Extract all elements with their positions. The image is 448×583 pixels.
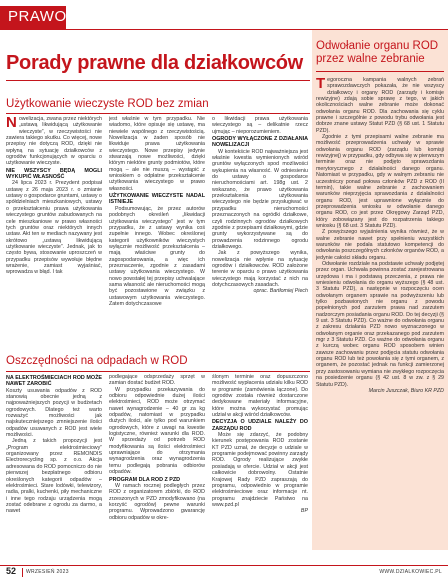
paragraph: Zgodnie z tymi przepisami walne zebranie ma możliwość przeprowadzenia uchwały w sprawie odwołania organu ROD (zarządu lub komisji rewizyjnej) w przypadku, gdy odbywa się w pierwszym terminie oraz nie podjęto sprawozdania merytorycznego z działalności danego organu. Natomiast w przypadku, gdy w walnym zebraniu nie uczestniczy ponad połowa członków PZD z ROD (II termin), takie walne zebranie z zachowaniem warunków nieprzyjęcia sprawozdania z działalności organu ROD, jest uprawnione wyłącznie do przeprowadzenia wniosku w odwołanie danego organu ROD, co jest przez Okręgowy Zarząd PZD, który zobowiązany jest do rozpatrzenia takiego wniosku (§ 68 ust. 3 Statutu PZD). xyxy=(316,134,444,229)
subheading: OGRODY WYŁĄCZONE Z DZIAŁANIA NOWELIZACJI xyxy=(212,136,308,149)
article3-title: Odwołanie organu ROD przez walne zebranie xyxy=(316,40,439,65)
paragraph: Jak z powyższego wynika, nowelizacja nie wpłynie na sytuację ogrodów i działkowców. ROD założone terenie w oparciu o prawo użytkowania wieczystego mają korzystać z nich na dotychczasowych zasadach. xyxy=(212,250,308,288)
author-signature: oprac. Bartłomiej Piech xyxy=(253,288,308,295)
paragraph: Odwołanie rozdziale na podstawie uchwały podjętej przez organ. Uchwała powinna zostać zarejestrowana urzędowa i ma i podstawą przeczenia, z prawa nie wniesieniu odwołania do organu wyższego (§ 48 ust. 3 Statutu PZD), a następnie w rozpoczęciu ocen odwołanym organem sprawie na podwyższeniu lub tylko pozbawionych nie organu z powodu popełnionych pod zarzutem prawa nad zarzutem nadzorczym posiadania organu ROD. Do tej decyzji (§ 9 ust. 3 Statutu PZD). Co ważne do odwołania organu z zakresu działania PZD nowo wyznaczonego w odwołanym organie oraz przekazanego pod zarzutem mgr z 3 Statutu PZD. Co ważne do odwołania organu z kurczą wobec organu ROD sposobem winien zawsze zachowaniu przez podjęcia statutu odwołania organu ROD lub też powołania się z tymi organem, z organem, że pozostać jednak na funkcji zamierzonej przy zastosowaniu wymiana nie zwykłego rozpoczęcia na posiedzenie organu (§ 42 ust. 8 w zw. z § 29 Statutu PZD). xyxy=(316,260,444,388)
article2-rule xyxy=(6,371,310,372)
footer-separator xyxy=(22,568,23,577)
paragraph: Z powyższego wyjaśnienia wynika również, że w walne zebranie nawet przy spełnieniu wszystkich warunków nie podała statutowo kompetencji do odwołania poszczególnych członków organów ROD, a jedynie całości składu organu. xyxy=(316,229,444,261)
paragraph: Koszty usuwania odpadów z ROD stanowią obecnie jedną z najpoważniejszych pozycji w budżetach ogrodowych. Dlatego też warto rozważyć możliwości jak najskuteczniejszego zmniejszenie ilości odpadów usuwanych z ROD jest wiele możliwości. xyxy=(6,387,102,439)
author-signature: BP xyxy=(300,508,308,515)
article2-title: Oszczędności na odpadach w ROD xyxy=(6,355,188,367)
paragraph: W przypadku przekazywania do odbioru odpowiednie dużej ilości elektrośmieci, ROD może otrzymać nawet wynagrodzenie – 40 gr za kg odpadów, natomiast w przypadku dużych ilości, ale tylko pod warunkiem ogrodowych, które z uwagi na kwestie logistyczne, również warunki dla ROD. W sprzedaży od potrzeb ROD modyfikowania są ilości elektrośmieci uprawniające do otrzymania wynagrodzenia oraz wynagrodzenia temu podlegają pobrania odbiorów odpadów. xyxy=(109,386,205,476)
paragraph: podlegające odsprzedaży sprzęt w zamian dostać budżet ROD. xyxy=(109,374,205,387)
website-link[interactable]: WWW.DZIALKOWIEC.PL xyxy=(379,569,442,575)
lead-text: egoroczna kampania walnych zebrań sprawozdawczych pokazała, że nie wszyscy działkowcy i organy ROD (zarządy i komisje rewizyjne) zdają sobie sprawę z tego, w jakich okolicznościach walne zebranie może dokonać odwołania organu ROD. Dla zachowania się cyklu prawne i szczególnie z powodu trybu odwołania jest dobrze znane ustawy Statut PZD (§ 68 ust. 1 Statutu PZD). xyxy=(316,77,444,134)
article1-column-3 xyxy=(212,116,308,350)
paragraph: 24 lipca 2023 r. Prezydent podpisał ustawę z 26 maja 2023 r. o zmianie ustawy o gospodarce gruntami, ustawy o spółdzielniach mieszkaniowych, ustawy o przekształceniu prawa użytkowania wieczystego gruntów zabudowanych na cele mieszkaniowe w prawo własności tych gruntów oraz niektórych innych ustaw. Akt ten w mediach nazywany jest skrótowo „ustawą likwidującą użytkowanie wieczyste”. Jednak, jak to często bywa, stosowanie uproszczeń w przypadku przepisów wywołuje błędne wrażenie, zamiast wyjaśniać, wprowadza w błąd. I tak xyxy=(6,180,102,276)
section-label: PRAWO xyxy=(8,8,67,25)
article3-rule xyxy=(316,71,444,72)
paragraph: W ramach rocznej podległych przez ROD z organizatorem zbiórki, do ROD zrzeszonych w PZD zmodyfikowano (na korzyść ogrodów) pewne warunki programu. Wprowadzono gwarancję odbioru odpadów w okre- xyxy=(109,482,205,521)
article2-column-1 xyxy=(6,374,102,562)
paragraph: jest właśnie w tym przypadku. Nie wiadomo, które opisuje się ustawę, ma niewiele wspólnego z rzeczywistością. Nowelizacja w żaden sposób nie likwiduje prawa użytkowania wieczystego. Nowe przepisy jedynie stwarzają nowe możliwości, dzięki którym niektóre grunty podmiotów, które mogą – ale nie muszą – wystąpić z wnioskiem o odpłatne przekształcenie użytkowania wieczystego w prawo własności. xyxy=(109,116,205,192)
subheading: NA ELEKTROŚMIECIACH ROD MOŻE NAWET ZAROBIĆ xyxy=(6,375,102,388)
paragraph: ślonym terminie oraz dopuszczono możliwość wypłacenia udziału kilku ROD w programie (zamówienia łączone). Do ogrodów została również dostarczone dedykowane materiały informacyjne, które można wykorzystać promując udział w akcji wśród działkowców. xyxy=(212,374,308,419)
article1-title: Użytkowanie wieczyste ROD bez zmian xyxy=(6,98,209,110)
issue-date: WRZESIEŃ 2023 xyxy=(26,569,69,575)
article2-column-2 xyxy=(109,374,205,562)
drop-cap: N xyxy=(6,116,17,131)
paragraph: Podsumowując, że przez autorów podobnych określeń „likwidacji użytkowania wieczystego” jest w tym przypadku, że z ustawy wynika coś zupełnie innego. Wobec określonej kategorii użytkowników wieczystych wyłącznie możliwość przekształcenia – mają właściwe grunty do zagospodarowania, a więc ich przeznaczenie, zgodnie z zasadami ustawy użytkowania wieczystego. W nowo powstałej tej przepisy uchwalające sama własność ale nieruchomości mogą być pozostawione w związku z ustawowym użytkowania wieczystego. Zatem dotychczasowe xyxy=(109,205,205,307)
paragraph: Jedną z takich propozycji jest „Program elektrośmieciowy” organizowany przez REMONDIS Electrorecycling sp. z o.o. Akcja adresowana do ROD pomocniczo do nie pierwszej bezpłatnego odbioru określonych kategorii odpadów – elektrośmieci. Stare lodówki, telewizory, radia, pralki, kuchenki, piły mechaniczne i inne tego rodzaju urządzenia mogą zostać odebrane z ogrodu za darmo, a nawet xyxy=(6,438,102,515)
lead-paragraph xyxy=(6,116,102,167)
article1-column-2 xyxy=(109,116,205,350)
article1-rule xyxy=(6,113,310,114)
subheading: UŻYTKOWANIE WIECZYSTE NADAL ISTNIEJE xyxy=(109,193,205,206)
footer-rule xyxy=(0,565,448,566)
author-signature: Marcin Juszczak, Biuro KR PZD xyxy=(368,387,444,394)
article3-body xyxy=(316,77,444,547)
lead-text: owelizacja, zwana przez niektórych „ustawą likwidującą użytkowanie wieczyste”, w rzeczywistości nie zawiera takiego skutku. Co więcej, nowe przepisy nie dotyczą ROD, dzięki nie wpłyną na sytuację działkowców z ogrodów funkcjonujących w oparciu o użytkowanie wieczyste. xyxy=(6,116,102,167)
article1-column-1 xyxy=(6,116,102,350)
subheading: NIE WSZYSCY BĘDĄ MOGLI WYKUPIĆ WŁASNOŚĆ xyxy=(6,167,102,181)
paragraph: o likwidacji prawa użytkowania wieczystego są – delikatnie rzecz ujmując – nieporozumieniem. xyxy=(212,116,308,135)
paragraph: Może się zdarzyć, że podobny kierunek postępowania ROD zostanie KT PZD uznał, że decyzje o udziale w programie podejmować powinny zarządy ROD. Ogrody realizujące zwykłe posiadają w ofercie. Udział w akcji jest całkowicie dobrowolny. Ostatnie Krajowej Rady PZD zapraszają do programu, odpowiednio w programie elektrośmieciowe oraz informacje nt. programu znajdziecie Państwo na www.pzd.pl xyxy=(212,432,308,508)
lead-paragraph xyxy=(316,77,444,134)
drop-cap: T xyxy=(316,77,326,92)
subheading: DECYZJA O UDZIALE NALEŻY DO ZARZĄDU ROD xyxy=(212,419,308,432)
article2-column-3 xyxy=(212,374,308,562)
page-title: Porady prawne dla działkowców xyxy=(6,52,303,74)
subheading: PROGRAM DLA ROD Z PZD xyxy=(109,476,181,483)
section-header xyxy=(0,0,448,30)
paragraph: W kontekście ROD najważniejsza jest właśnie kwestia wymienionych wśród gruntów wyłączonych spod możliwości wykupienia na własność. W odniesieniu do ustawy o gospodarce nieruchomościami art. 198g ust. 2 wskazano, że prawo użytkowania przekształcenia użytkowania wieczystego nie będzie przysługiwać w przypadku nieruchomości przeznaczonych na ogródki działkowe, czyli rodzinnych ogrodów działkowych zgodnie z przepisami działkowymi, gdzie grunty wykorzystywane są do prowadzenia rodzinnego ogrodu działkowego. xyxy=(212,148,308,250)
page-number: 52 xyxy=(6,566,17,576)
title-rule xyxy=(6,80,310,81)
